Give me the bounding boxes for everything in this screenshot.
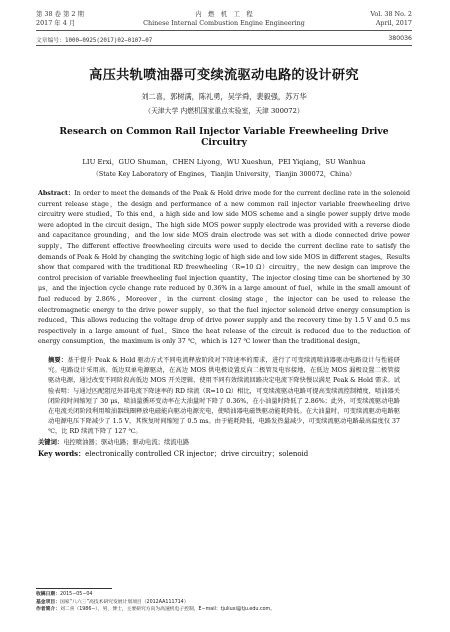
keywords-chinese-text: 电控喷油器；驱动电路；驱动电流；续流电路	[63, 438, 190, 446]
article-code: 380036	[388, 35, 412, 42]
abstract-chinese-text: 基于提升 Peak & Hold 驱动方式不同电流释放阶段对下降速率的需求，进行了可变续流喷油器驱动电路设计与性能研究。电路设计采用高、低边双单电源驱动，在高边 MOS 供电极设置反向二极管及电容接地，在低边 MOS 漏极设置二极管接驱动电源，通过改变不同阶段高低边 MOS 开关逻辑，使用不同有效续流回路决定电流下降快慢以满足 Peak & Hold 需求。试验表明：与通过匹配阻尼外部电流下降速率的 RD 续流（R=10 Ω）相比，可变续流驱动电路可提高变续流控制精度，喷油器关闭阶段时间缩短了 30 μs，喷油量循环变动率在大油量时下降了 0.36%，在小油量时降低了 2.86%；此外，可变续流驱动电路在电流关闭阶段利用喷油器线圈释放电磁能向驱动电源充电，使喷油器电磁铁驱动能耗降低。在大油量时，可变续流驱动电路驱动电源电压下降减少了 1.5 V，其恢复时间缩短了 0.5 ms。由于能耗降低，电路发热量减少，可变续流驱动电路最高温度仅 37 ℃，比 RD 续流下降了 127 ℃。	[48, 356, 401, 436]
footnote-received-text: 2015−05−04	[60, 592, 93, 597]
article-rule	[36, 45, 412, 46]
authors-english: LIU Erxi，GUO Shuman，CHEN Liyong，WU Xueshun，PEI Yiqiang，SU Wanhua	[82, 158, 366, 166]
header-journal-name	[36, 10, 412, 28]
abstract-chinese	[36, 356, 412, 438]
abstract-chinese-label: 摘要：	[48, 356, 68, 364]
header-rule	[36, 30, 412, 31]
footnote-funding-label: 基金项目：	[36, 599, 60, 605]
header-right-line2: April, 2017	[375, 19, 412, 27]
title-english: Research on Common Rail Injector Variable Freewheeling Drive Circuitry	[59, 126, 389, 148]
title-chinese: 高压共轨喷油器可变续流驱动电路的设计研究	[89, 68, 359, 83]
header-center-line2: Chinese Internal Combustion Engine Engineering	[143, 19, 305, 27]
authors-chinese: 刘二喜，郭树满，陈礼勇，吴学舜，裴毅强，苏万华	[141, 92, 307, 101]
keywords-chinese-label: 关键词：	[38, 438, 64, 446]
footnote-received	[36, 591, 412, 599]
header-left-line1: 第 38 卷 第 2 期	[36, 10, 84, 18]
abstract-english-label: Abstract：	[38, 190, 75, 197]
footnote-author	[36, 606, 412, 614]
keywords-english-text: electronically controlled CR injector；drive circuitry；solenoid	[85, 449, 309, 458]
article-number: 文章编号：1000−0925(2017)02−0107−07	[36, 38, 153, 44]
keywords-english	[36, 449, 412, 459]
footnote-funding	[36, 599, 412, 607]
header-volume-en	[370, 10, 412, 28]
abstract-english	[36, 189, 412, 348]
header-left-line2: 2017 年 4 月	[36, 19, 76, 27]
keywords-chinese	[36, 438, 412, 448]
affiliation-chinese: （天津大学 内燃机国家重点实验室，天津 300072）	[144, 107, 304, 115]
footnote-received-label: 收稿日期：	[36, 592, 60, 597]
footnote-funding-text: 国家“八六三”高技术研究发展计划项目（2012AA111714）	[60, 599, 189, 605]
abstract-english-text: In order to meet the demands of the Peak & Hold drive mode for the current decline rate in the solenoid current release stage，the design and performance of a new common rail injector variable freewheeling drive circuitry were studied。To this end，a high side and low side MOS scheme and a single power supply drive mode were adopted in the circuit design。The high side MOS power supply electrode was provided with a reverse diode and capacitance grounding，and the low side MOS drain electrode was set with a diode connected drive power supply。The different effective freewheeling circuits were used to decide the current decline rate to satisfy the demands of Peak & Hold by changing the switching logic of high side and low side MOS in different stages。Results show that compared with the traditional RD freewheeling（R=10 Ω）circuitry，the new design can improve the control precision of variable freewheeling fuel injection quantity。The injector closing time can be shortened by 30 μs，and the injection cycle change rate reduced by 0.36% in a large amount of fuel，while in the small amount of fuel reduced by 2.86%。Moreover，in the current closing stage，the injector can be used to release the electromagnetic energy to the drive power supply，so that the fuel injector solenoid drive energy consumption is reduced。This allows reducing the voltage drop of drive power supply and the recovery time by 1.5 V and 0.5 ms respectively in a large amount of fuel。Since the heat release of the circuit is reduced due to the reduction of energy consumption，the maximum is only 37 ℃，which is 127 ℃ lower than the traditional design。	[38, 190, 410, 346]
footnote-rule	[36, 588, 112, 589]
keywords-english-label: Key words：	[38, 448, 86, 458]
affiliation-english: （State Key Laboratory of Engines，Tianjin University，Tianjin 300072，China）	[92, 170, 356, 178]
header-center-line1: 内 燃 机 工 程	[195, 10, 253, 18]
footnote-author-text: 刘二喜（1986−），男，博士，主要研究方向为高速机电子控制，E−mail：tjuliuxi@tju.edu.com。	[60, 607, 275, 613]
footnote-author-label: 作者简介：	[36, 607, 60, 613]
article-number-line	[36, 33, 412, 45]
header-right-line1: Vol. 38 No. 2	[370, 10, 412, 18]
footnotes	[36, 588, 412, 614]
journal-header	[36, 0, 412, 30]
